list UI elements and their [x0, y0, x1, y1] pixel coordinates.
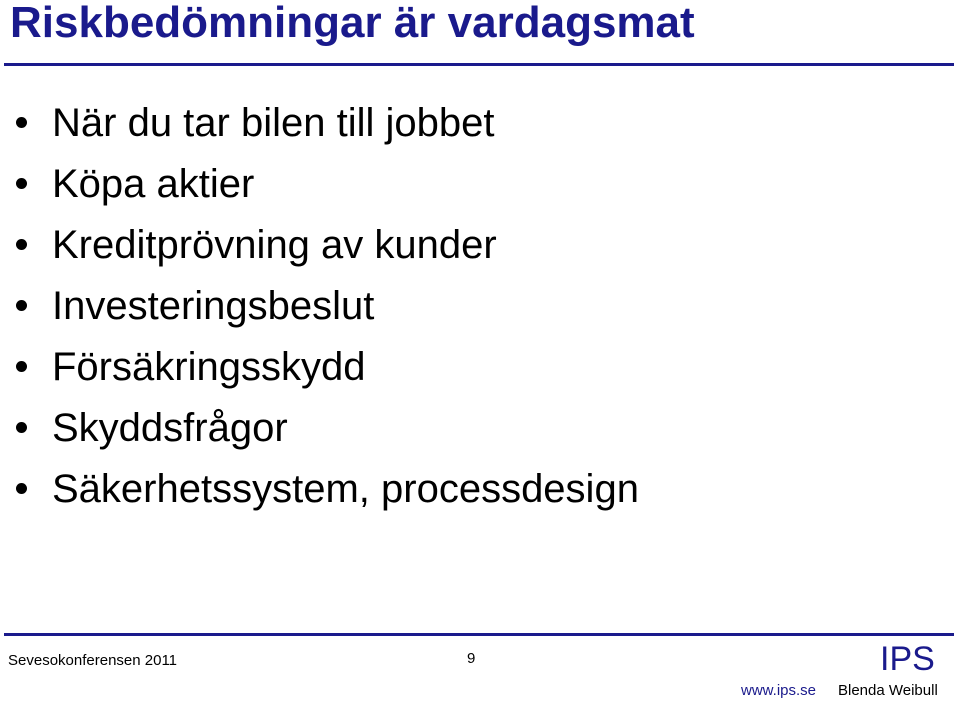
- bullet-text: Köpa aktier: [52, 162, 255, 206]
- footer-divider: [4, 633, 954, 636]
- footer-author: Blenda Weibull: [838, 682, 938, 699]
- title-divider: [4, 63, 954, 66]
- bullet-dot-icon: [16, 300, 27, 311]
- bullet-dot-icon: [16, 361, 27, 372]
- bullet-text: Säkerhetssystem, processdesign: [52, 467, 639, 511]
- bullet-dot-icon: [16, 117, 27, 128]
- ips-logo: IPS: [880, 640, 935, 678]
- page-number: 9: [467, 650, 476, 667]
- footer-url: www.ips.se: [741, 682, 817, 699]
- footer-conference-name: Sevesokonferensen 2011: [8, 652, 178, 669]
- bullet-dot-icon: [16, 239, 27, 250]
- slide-title: Riskbedömningar är vardagsmat: [10, 0, 695, 47]
- bullet-text: Kreditprövning av kunder: [52, 223, 497, 267]
- bullet-text: Försäkringsskydd: [52, 345, 366, 389]
- bullet-dot-icon: [16, 422, 27, 433]
- bullet-dot-icon: [16, 178, 27, 189]
- bullet-text: Investeringsbeslut: [52, 284, 375, 328]
- bullet-dot-icon: [16, 483, 27, 494]
- bullet-text: När du tar bilen till jobbet: [52, 101, 495, 145]
- bullet-text: Skyddsfrågor: [52, 406, 288, 450]
